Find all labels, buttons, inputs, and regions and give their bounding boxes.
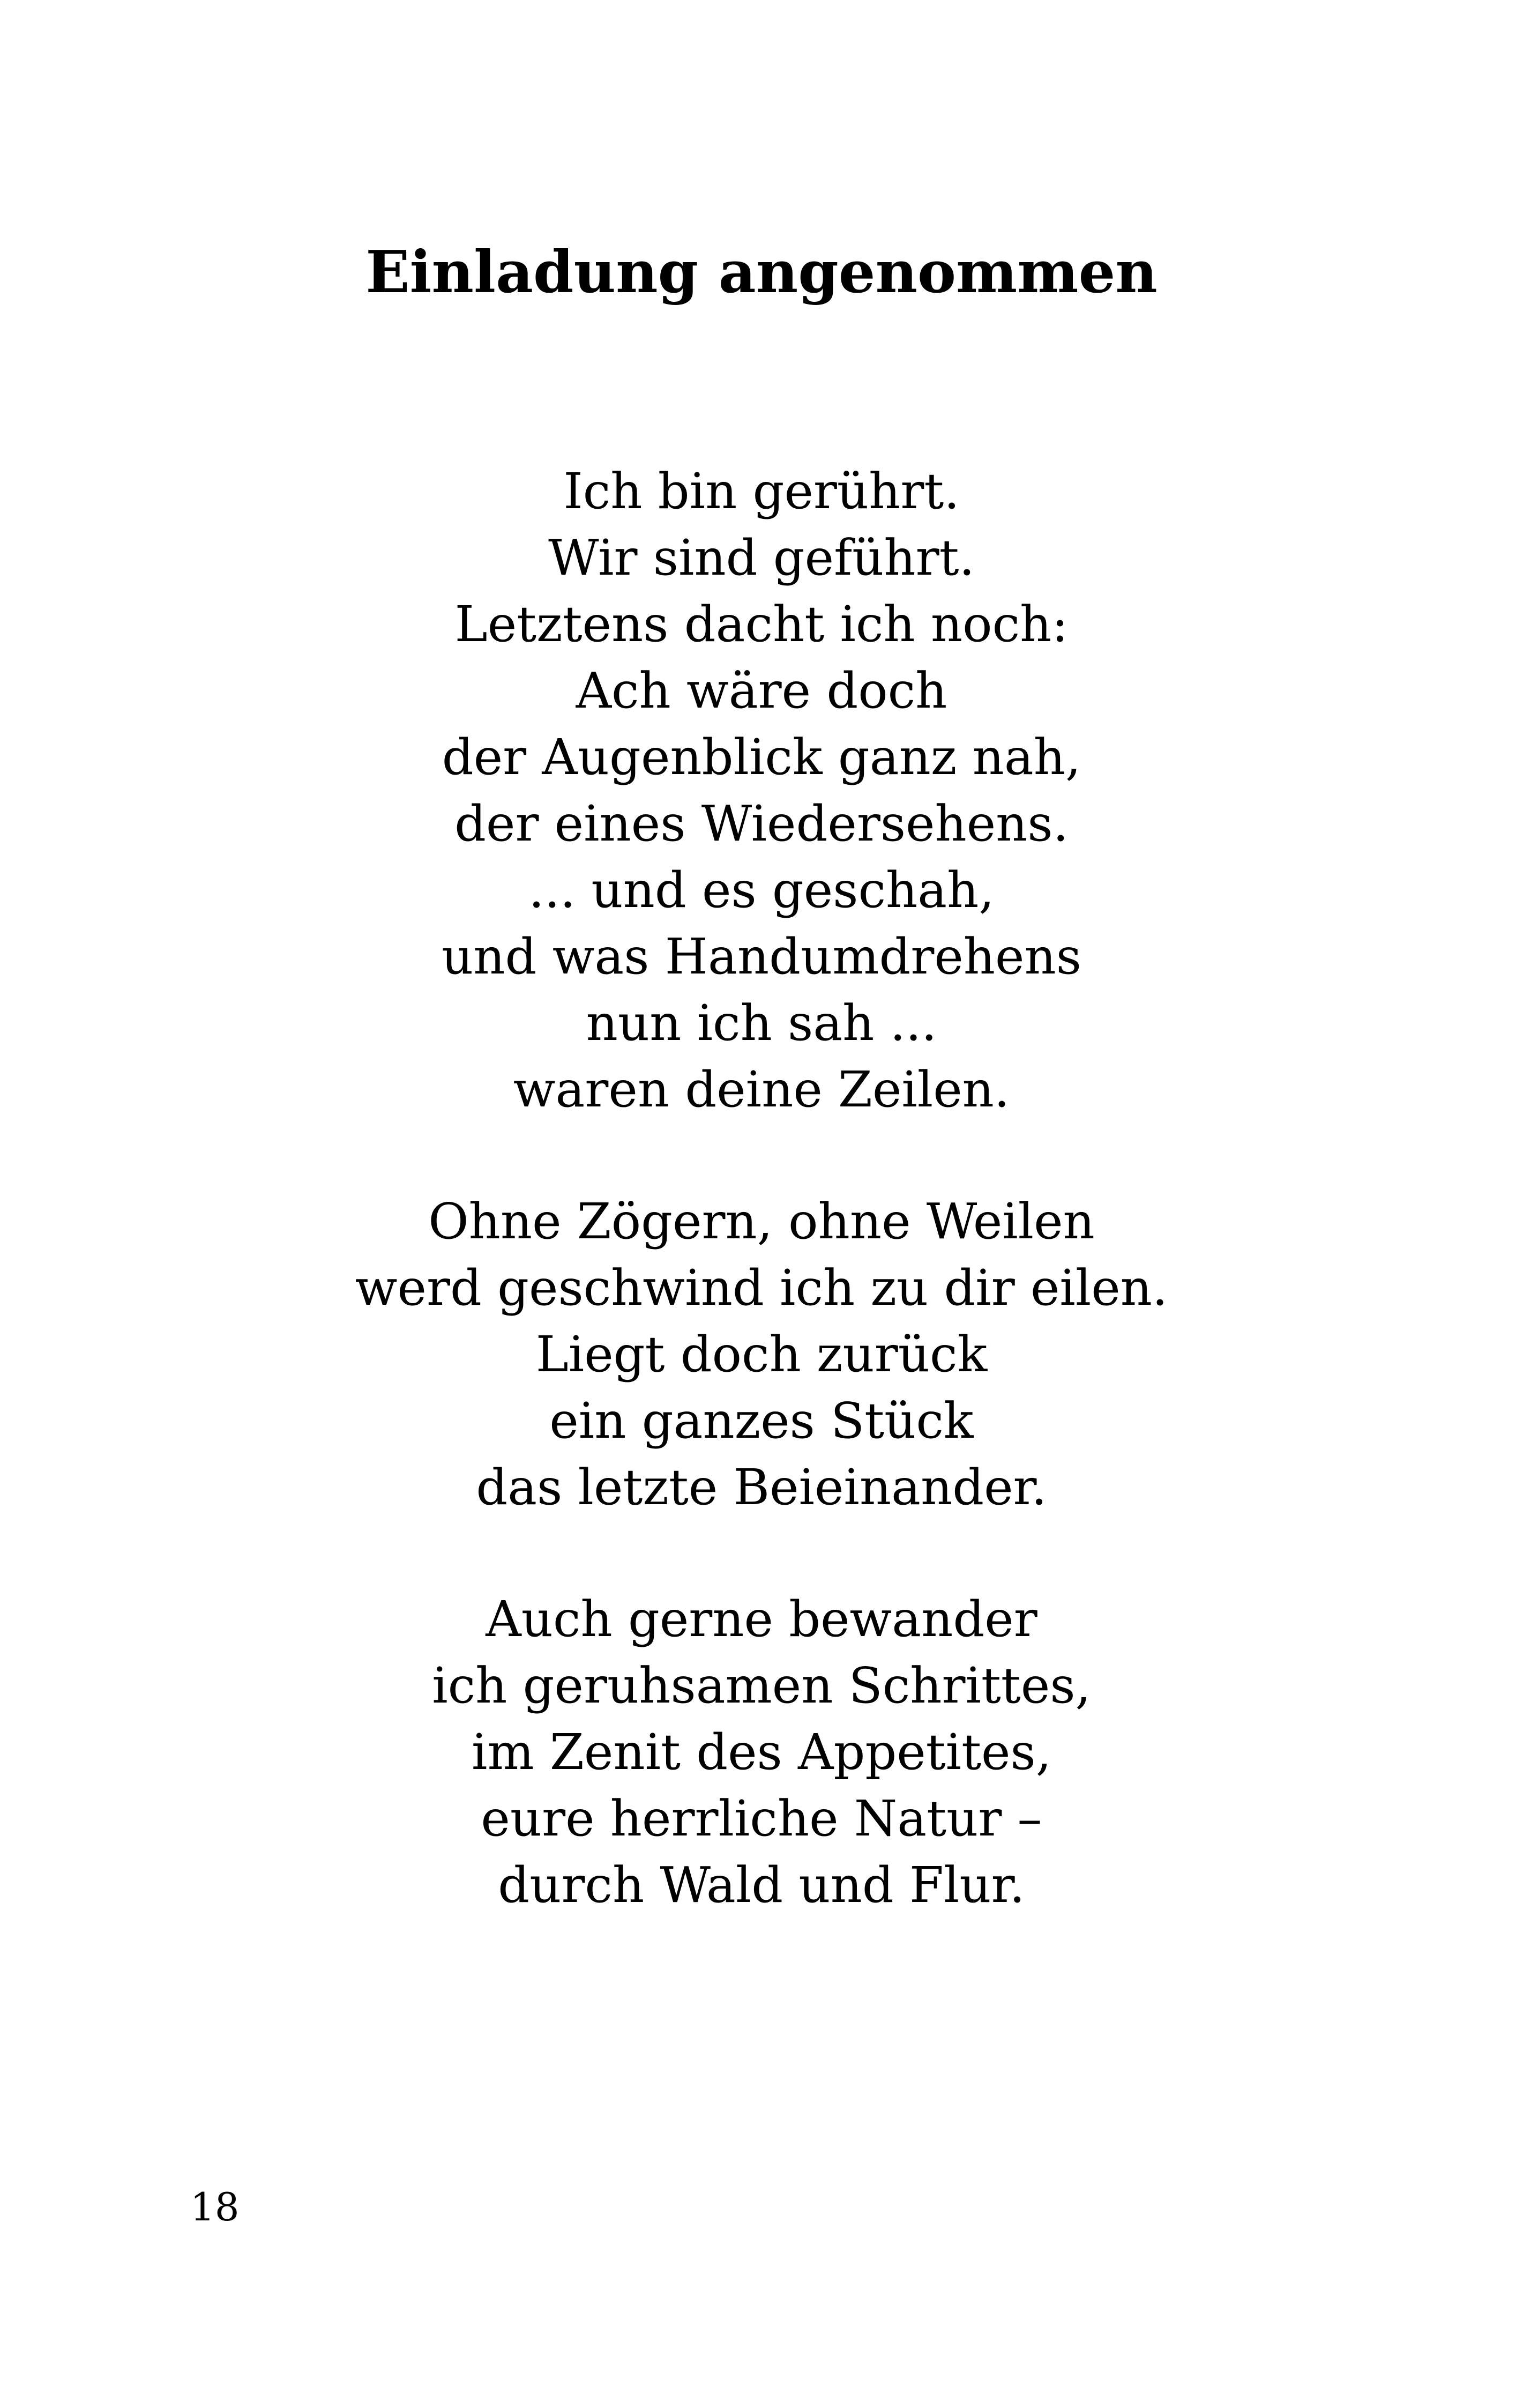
poem-line: nun ich sah ... [586,994,937,1052]
poem-line: Liegt doch zurück [535,1326,988,1383]
poem-body [0,458,1523,1984]
poem-line: das letzte Beieinander. [476,1459,1047,1516]
stanza-2 [0,1188,1523,1521]
poem-title: Einladung angenommen [365,239,1158,306]
poem-line: der Augenblick ganz nah, [442,729,1081,786]
poem-line: waren deine Zeilen. [513,1061,1010,1118]
poem-line: eure herrliche Natur – [481,1790,1042,1847]
poem-line: der eines Wiedersehens. [454,795,1069,852]
poem-line: und was Handumdrehens [442,928,1081,985]
poem-line: durch Wald und Flur. [498,1856,1025,1914]
poem-line: Ich bin gerührt. [563,463,960,520]
stanza-3 [0,1586,1523,1919]
poem-line: ... und es geschah, [528,861,995,919]
poem-line: werd geschwind ich zu dir eilen. [355,1259,1168,1317]
poem-line: Ohne Zögern, ohne Weilen [428,1193,1095,1250]
poem-line: Wir sind geführt. [548,529,975,586]
poem-line: Auch gerne bewander [486,1591,1037,1648]
page-number: 18 [190,2184,240,2229]
poem-line: Letztens dacht ich noch: [454,596,1069,653]
poem-line: im Zenit des Appetites, [472,1723,1051,1781]
poem-line: ein ganzes Stück [549,1392,974,1450]
stanza-1 [0,458,1523,1123]
poem-line: Ach wäre doch [576,662,947,719]
poem-line: ich geruhsamen Schrittes, [432,1657,1091,1714]
